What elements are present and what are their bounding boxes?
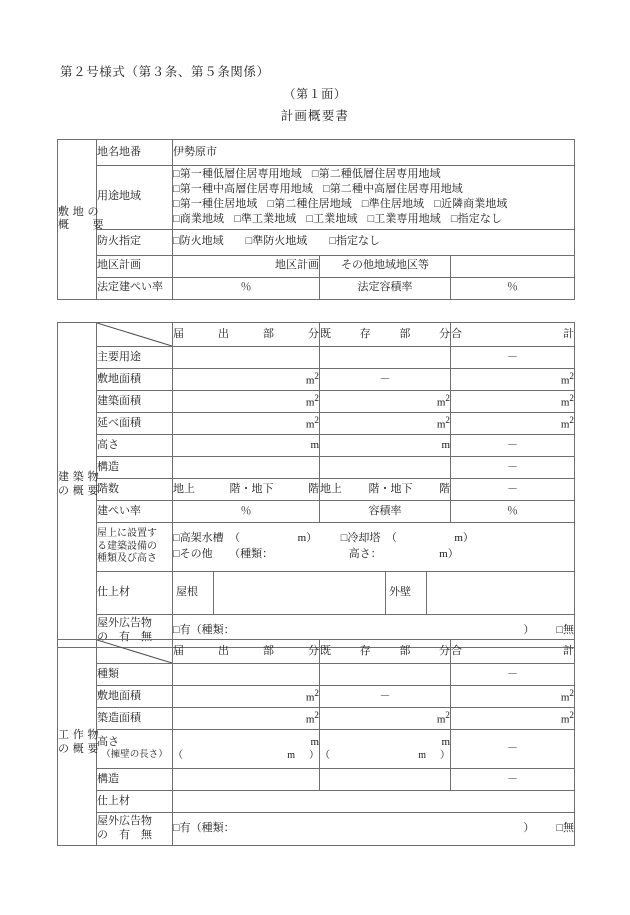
row-label-coverage-ratio bbox=[97, 501, 173, 523]
retaining-existing-close: ） bbox=[440, 749, 450, 761]
zoning-opt-quasi-res[interactable]: □準住居地域 bbox=[361, 198, 425, 210]
row-label-structure-finish-text: 仕上材 bbox=[97, 794, 130, 807]
retaining-existing-open: （ bbox=[320, 749, 330, 761]
field-structure-site-area-total[interactable]: $m^2$ bbox=[451, 686, 575, 708]
rooftop-line-2 bbox=[173, 548, 574, 562]
row-label-main-use bbox=[97, 347, 173, 369]
section-label-building-line1: 建 築 物 bbox=[58, 471, 99, 484]
floors-existing-middle-label: 階・地下 bbox=[368, 482, 413, 495]
structure-outline-table bbox=[57, 639, 575, 846]
rooftop-tower-unit: m） bbox=[454, 532, 474, 545]
row-label-total-floor-area bbox=[97, 413, 173, 435]
field-wall-finish-value[interactable] bbox=[427, 572, 575, 614]
row-label-structure-outdoor-sign-line2: の 有 無 bbox=[97, 829, 152, 841]
building-outline-table bbox=[57, 322, 575, 648]
row-label-fire-designation-text: 防火指定 bbox=[97, 235, 141, 248]
row-label-height-text: 高さ bbox=[97, 438, 119, 451]
col-header-new bbox=[173, 323, 320, 347]
structure-height-new-unit: m bbox=[310, 735, 319, 748]
row-label-rooftop-line3: 種類及び高さ bbox=[97, 553, 157, 565]
row-label-address-text: 地名地番 bbox=[97, 145, 141, 158]
table-row bbox=[58, 140, 575, 166]
rooftop-tank-unit: m） bbox=[297, 532, 318, 545]
row-label-building-area bbox=[97, 391, 173, 413]
zoning-line-4 bbox=[173, 213, 574, 227]
form-number: 第２号様式（第３条、第５条関係） bbox=[60, 65, 270, 79]
page-side-label: （第１面） bbox=[283, 87, 347, 101]
section-label-structure bbox=[58, 640, 97, 846]
row-label-site-area bbox=[97, 369, 173, 391]
field-structure-type-total: － bbox=[451, 664, 575, 686]
col-header-new-structure-c3: 部 bbox=[263, 644, 274, 657]
field-floors-total: － bbox=[451, 479, 575, 501]
field-floors-existing[interactable] bbox=[320, 479, 451, 501]
field-main-use-total: － bbox=[451, 347, 575, 369]
field-main-use-new[interactable] bbox=[173, 347, 320, 369]
field-height-total: － bbox=[451, 435, 575, 457]
row-label-legal-coverage-text: 法定建ぺい率 bbox=[97, 281, 163, 294]
table-row bbox=[58, 686, 575, 708]
table-row bbox=[58, 369, 575, 391]
label-wall-finish: 外壁 bbox=[386, 572, 427, 614]
row-label-floors-text: 階数 bbox=[97, 482, 119, 495]
field-construction-area-new[interactable]: $m^2$ bbox=[173, 708, 320, 730]
label-legal-far bbox=[320, 277, 451, 299]
col-header-new-structure-c1: 届 bbox=[173, 644, 184, 657]
field-district-plan-value[interactable]: 地区計画 bbox=[173, 255, 320, 277]
field-building-area-existing[interactable]: $m^2$ bbox=[320, 391, 451, 413]
table-row bbox=[58, 347, 575, 369]
row-label-structure-height bbox=[97, 730, 173, 769]
retaining-new-open: （ bbox=[173, 749, 183, 761]
row-label-structure-type bbox=[97, 664, 173, 686]
row-label-structure-site-area bbox=[97, 686, 173, 708]
col-header-total-structure bbox=[451, 640, 575, 664]
row-label-site-area-text: 敷地面積 bbox=[97, 372, 141, 385]
table-row bbox=[58, 501, 575, 523]
field-structure-existing[interactable] bbox=[320, 457, 451, 479]
row-label-main-use-text: 主要用途 bbox=[97, 350, 141, 363]
col-header-new-structure-c2: 出 bbox=[218, 644, 229, 657]
col-header-new-c3: 部 bbox=[263, 327, 274, 340]
retaining-new-close: ） bbox=[309, 749, 319, 761]
col-header-new-c2: 出 bbox=[218, 327, 229, 340]
field-structure-structure-new[interactable] bbox=[173, 769, 320, 791]
zoning-opt-quasi-industrial[interactable]: □準工業地域 bbox=[234, 213, 297, 226]
page-title: 計画概要書 bbox=[280, 109, 350, 123]
row-label-outdoor-sign-line1: 屋外広告物 bbox=[97, 617, 152, 630]
row-label-outdoor-sign-line2: の 有 無 bbox=[97, 631, 152, 643]
rooftop-opt-cooling-tower[interactable]: □冷却塔 （ bbox=[340, 532, 397, 545]
field-construction-area-existing[interactable]: $m^2$ bbox=[320, 708, 451, 730]
zoning-opt-none[interactable]: □指定なし bbox=[450, 213, 503, 226]
col-header-new-c1: 届 bbox=[173, 327, 184, 340]
col-header-total-c1: 合 bbox=[451, 327, 462, 340]
table-row bbox=[58, 791, 575, 813]
field-structure-height-new[interactable] bbox=[173, 730, 320, 769]
diagonal-line-icon bbox=[97, 323, 172, 346]
fire-opt-quasi-fire-zone[interactable]: □準防火地域 bbox=[245, 235, 308, 248]
col-header-existing-structure-c3: 部 bbox=[399, 644, 411, 657]
structure-outdoor-sign-no-option[interactable]: □無 bbox=[556, 822, 574, 835]
table-row bbox=[58, 640, 575, 664]
row-label-rooftop-line2: る建築設備の bbox=[97, 540, 157, 552]
row-label-structure-structure bbox=[97, 769, 173, 791]
field-far-value[interactable]: ％ bbox=[451, 501, 575, 523]
field-structure-type-existing[interactable] bbox=[320, 664, 451, 686]
row-label-floors bbox=[97, 479, 173, 501]
rooftop-opt-water-tank[interactable]: □高架水槽 （ bbox=[173, 532, 241, 545]
retaining-existing-unit: m bbox=[418, 749, 426, 761]
rooftop-other-unit: m） bbox=[439, 548, 459, 560]
structure-outdoor-sign-close-paren: ） bbox=[523, 822, 535, 835]
field-legal-far-value[interactable]: ％ bbox=[451, 277, 575, 299]
table-row bbox=[58, 413, 575, 435]
col-header-new-c4: 分 bbox=[308, 327, 319, 340]
field-height-new[interactable]: m bbox=[173, 435, 320, 457]
table-row bbox=[58, 730, 575, 769]
field-coverage-ratio-value[interactable]: ％ bbox=[173, 501, 320, 523]
row-label-zoning bbox=[97, 166, 173, 230]
row-label-finish-material-text: 仕上材 bbox=[97, 586, 130, 599]
field-structure-height-total: － bbox=[451, 730, 575, 769]
row-label-structure-outdoor-sign-line1: 屋外広告物 bbox=[97, 815, 152, 828]
zoning-opt-cat2-low[interactable]: □第二種低層住居専用地域 bbox=[311, 167, 441, 180]
row-label-height bbox=[97, 435, 173, 457]
zoning-line-2 bbox=[173, 183, 574, 197]
row-label-zoning-text: 用途地域 bbox=[97, 190, 141, 203]
row-label-legal-coverage bbox=[97, 277, 173, 299]
section-label-building bbox=[58, 323, 97, 648]
section-label-site-line2: 概 要 bbox=[58, 219, 104, 232]
col-header-existing-c4: 分 bbox=[438, 327, 450, 340]
field-site-area-total[interactable]: $m^2$ bbox=[451, 369, 575, 391]
label-legal-far-text: 法定容積率 bbox=[357, 281, 413, 294]
row-label-construction-area bbox=[97, 708, 173, 730]
row-label-finish-material bbox=[97, 572, 173, 615]
zoning-opt-cat1-mid[interactable]: □第一種中高層住居専用地域 bbox=[173, 182, 313, 195]
zoning-opt-industrial[interactable]: □工業地域 bbox=[306, 213, 358, 226]
section-label-structure-line2: の 概 要 bbox=[58, 742, 99, 755]
zoning-opt-exclusive-industrial[interactable]: □工業専用地域 bbox=[367, 213, 441, 226]
field-structure-outdoor-sign[interactable] bbox=[173, 813, 575, 846]
floors-existing-suffix-label: 階 bbox=[439, 482, 450, 495]
fire-opt-fire-zone[interactable]: □防火地域 bbox=[173, 235, 224, 248]
row-label-construction-area-text: 築造面積 bbox=[97, 711, 141, 724]
field-structure-site-area-existing: － bbox=[320, 686, 451, 708]
row-label-structure-structure-text: 構造 bbox=[97, 772, 119, 785]
corner-diagonal-cell-structure bbox=[97, 640, 173, 664]
field-main-use-existing[interactable] bbox=[320, 347, 451, 369]
col-header-existing-structure bbox=[320, 640, 451, 664]
zoning-opt-cat1-res[interactable]: □第一種住居地域 bbox=[173, 198, 258, 210]
table-row bbox=[58, 277, 575, 299]
row-label-structure-type-text: 種類 bbox=[97, 667, 119, 680]
row-label-total-floor-area-text: 延べ面積 bbox=[97, 416, 141, 429]
field-structure-finish-value[interactable] bbox=[173, 791, 575, 813]
table-row bbox=[58, 708, 575, 730]
col-header-existing-c1: 既 bbox=[320, 327, 331, 340]
row-label-rooftop-line1: 屋上に設置す bbox=[97, 528, 157, 540]
field-structure-new[interactable] bbox=[173, 457, 320, 479]
field-site-area-existing: － bbox=[320, 369, 451, 391]
zoning-opt-neighborhood-commercial[interactable]: □近隣商業地域 bbox=[434, 198, 508, 210]
floors-new-ground-label: 地上 bbox=[173, 482, 195, 495]
table-row bbox=[58, 391, 575, 413]
table-row bbox=[58, 479, 575, 501]
corner-diagonal-cell bbox=[97, 323, 173, 347]
table-row bbox=[58, 255, 575, 277]
outdoor-sign-yes-option[interactable]: □有（種類： bbox=[173, 624, 235, 637]
diagonal-line-icon bbox=[97, 640, 172, 663]
outdoor-sign-no-option[interactable]: □無 bbox=[556, 624, 574, 637]
col-header-existing-c3: 部 bbox=[399, 327, 411, 340]
row-label-fire-designation bbox=[97, 229, 173, 255]
row-label-structure-height-text: 高さ bbox=[97, 736, 119, 749]
fire-opt-none[interactable]: □指定なし bbox=[329, 235, 380, 248]
row-label-structure-site-area-text: 敷地面積 bbox=[97, 689, 141, 702]
col-header-new-structure bbox=[173, 640, 320, 664]
table-row bbox=[58, 166, 575, 230]
table-row bbox=[58, 323, 575, 347]
zoning-opt-cat2-mid[interactable]: □第二種中高層住居専用地域 bbox=[322, 182, 463, 195]
label-far bbox=[320, 501, 451, 523]
field-height-existing[interactable]: m bbox=[320, 435, 451, 457]
col-header-existing-c2: 存 bbox=[359, 327, 371, 340]
field-building-area-new[interactable]: $m^2$ bbox=[173, 391, 320, 413]
field-site-area-new[interactable]: $m^2$ bbox=[173, 369, 320, 391]
field-structure-site-area-new[interactable]: $m^2$ bbox=[173, 686, 320, 708]
rooftop-other-height-label: 高さ： bbox=[348, 548, 382, 560]
col-header-total-structure-c1: 合 bbox=[451, 644, 462, 657]
table-row bbox=[58, 572, 575, 615]
zoning-opt-cat2-res[interactable]: □第二種住居地域 bbox=[267, 198, 352, 210]
col-header-existing-structure-c4: 分 bbox=[438, 644, 450, 657]
label-roof-finish: 屋根 bbox=[173, 572, 214, 614]
floors-new-suffix-label: 階 bbox=[308, 482, 319, 495]
table-row bbox=[58, 664, 575, 686]
section-label-site bbox=[58, 140, 104, 300]
rooftop-line-1 bbox=[173, 532, 574, 546]
row-label-structure-text: 構造 bbox=[97, 460, 119, 473]
field-rooftop-equipment[interactable] bbox=[173, 523, 575, 572]
field-total-floor-area-new[interactable]: $m^2$ bbox=[173, 413, 320, 435]
table-row bbox=[58, 813, 575, 846]
label-other-district: その他地域地区等 bbox=[320, 255, 451, 277]
zoning-line-1 bbox=[173, 168, 574, 182]
retaining-new-unit: m bbox=[287, 749, 295, 761]
rooftop-opt-other[interactable]: □その他 （種類： bbox=[173, 548, 274, 560]
zoning-line-3 bbox=[173, 198, 574, 212]
field-structure-structure-existing[interactable] bbox=[320, 769, 451, 791]
field-construction-area-total[interactable]: $m^2$ bbox=[451, 708, 575, 730]
table-row bbox=[58, 769, 575, 791]
row-label-rooftop-equipment bbox=[97, 523, 173, 572]
field-structure-total: － bbox=[451, 457, 575, 479]
row-label-address bbox=[97, 140, 173, 166]
table-row bbox=[58, 435, 575, 457]
row-label-district-plan bbox=[97, 255, 173, 277]
field-zoning-options[interactable] bbox=[173, 166, 575, 230]
field-total-floor-area-total[interactable]: $m^2$ bbox=[451, 413, 575, 435]
field-structure-structure-total: － bbox=[451, 769, 575, 791]
col-header-total bbox=[451, 323, 575, 347]
section-label-structure-line1: 工 作 物 bbox=[58, 728, 99, 741]
field-fire-designation[interactable] bbox=[173, 229, 575, 255]
col-header-existing-structure-c1: 既 bbox=[320, 644, 331, 657]
row-label-structure-outdoor-sign bbox=[97, 813, 173, 846]
field-floors-new[interactable] bbox=[173, 479, 320, 501]
row-label-structure-finish bbox=[97, 791, 173, 813]
row-label-district-plan-text: 地区計画 bbox=[97, 259, 141, 272]
field-legal-coverage-value[interactable]: ％ bbox=[173, 277, 320, 299]
label-far-text: 容積率 bbox=[368, 504, 402, 517]
col-header-total-c2: 計 bbox=[563, 327, 574, 340]
zoning-opt-cat1-low[interactable]: □第一種低層住居専用地域 bbox=[173, 167, 302, 180]
field-structure-type-new[interactable] bbox=[173, 664, 320, 686]
floors-existing-ground-label: 地上 bbox=[320, 482, 342, 495]
section-label-building-line2: の 概 要 bbox=[58, 485, 99, 497]
field-total-floor-area-existing[interactable]: $m^2$ bbox=[320, 413, 451, 435]
structure-height-existing-unit: m bbox=[441, 735, 450, 748]
table-row bbox=[58, 229, 575, 255]
row-label-retaining-wall-length: （擁壁の長さ） bbox=[101, 749, 168, 760]
floors-new-middle-label: 階・地下 bbox=[229, 482, 274, 495]
field-building-area-total[interactable]: $m^2$ bbox=[451, 391, 575, 413]
table-row bbox=[58, 523, 575, 572]
outdoor-sign-close-paren: ） bbox=[523, 624, 535, 637]
col-header-total-structure-c2: 計 bbox=[563, 644, 574, 657]
field-roof-finish-value[interactable] bbox=[214, 572, 386, 614]
col-header-new-structure-c4: 分 bbox=[308, 644, 319, 657]
col-header-existing-structure-c2: 存 bbox=[359, 644, 371, 657]
table-row bbox=[58, 457, 575, 479]
field-address-value[interactable]: 伊勢原市 bbox=[173, 140, 575, 166]
structure-outdoor-sign-yes-option[interactable]: □有（種類： bbox=[173, 822, 235, 835]
row-label-coverage-ratio-text: 建ぺい率 bbox=[97, 504, 141, 517]
field-other-district-value[interactable] bbox=[451, 255, 575, 277]
plan-outline-table bbox=[57, 139, 575, 300]
section-label-site-line1: 敷 地 の bbox=[58, 205, 99, 218]
finish-material-group bbox=[173, 572, 575, 615]
row-label-structure bbox=[97, 457, 173, 479]
zoning-opt-commercial[interactable]: □商業地域 bbox=[173, 213, 225, 226]
field-structure-height-existing[interactable] bbox=[320, 730, 451, 769]
row-label-building-area-text: 建築面積 bbox=[97, 394, 141, 407]
col-header-existing bbox=[320, 323, 451, 347]
